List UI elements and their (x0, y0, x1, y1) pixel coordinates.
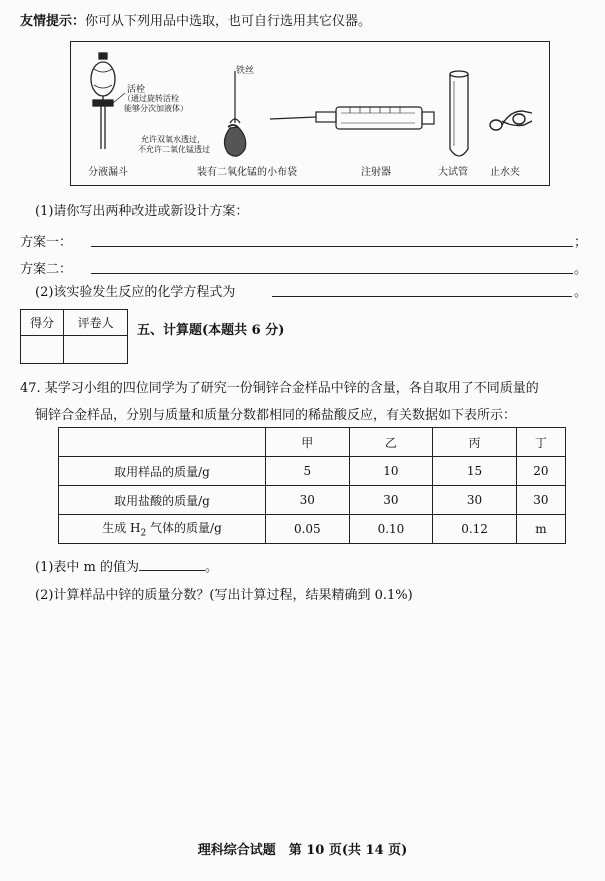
funnel-caption: 分液漏斗 (88, 167, 128, 178)
grader-header: 评卷人 (64, 310, 128, 336)
plan2-answer-line[interactable] (91, 273, 573, 274)
score-box (20, 309, 128, 364)
tube-caption: 大试管 (438, 167, 468, 178)
table-cell: 0.10 (349, 515, 433, 544)
grader-cell[interactable] (64, 336, 128, 364)
stopcock-note-2: 能够分次加液体） (124, 104, 188, 113)
tip-label: 友情提示： (20, 14, 86, 29)
score-cell[interactable] (21, 336, 64, 364)
table-row (59, 486, 566, 515)
section-title: 五、计算题(本题共 6 分) (137, 323, 285, 338)
row-label-post: 气体的质量/g (146, 521, 222, 536)
q47-line-2: 铜锌合金样品，分别与质量和质量分数都相同的稀盐酸反应，有关数据如下表所示： (35, 408, 517, 423)
q47-sub2: (2)计算样品中锌的质量分数？(写出计算过程，结果精确到 0.1%) (35, 588, 413, 603)
q2-prompt: (2)该实验发生反应的化学方程式为 (35, 285, 236, 300)
table-header-cell: 乙 (349, 428, 433, 457)
table-cell: 15 (433, 457, 517, 486)
table-cell: 30 (433, 486, 517, 515)
table-cell: 10 (349, 457, 433, 486)
table-cell: 30 (516, 486, 565, 515)
page-footer: 理科综合试题 第 10 页(共 14 页) (197, 843, 408, 858)
row-label-pre: 生成 H (102, 521, 141, 536)
plan1-end: ； (574, 235, 588, 250)
table-cell: 5 (266, 457, 350, 486)
table-cell: 20 (516, 457, 565, 486)
clamp-caption: 止水夹 (490, 167, 520, 178)
table-row (59, 515, 566, 544)
q47-sub1 (35, 556, 218, 575)
table-cell: 0.12 (433, 515, 517, 544)
table-header-cell: 丙 (433, 428, 517, 457)
cloth-bag-drawing (224, 71, 245, 156)
wire-label: 铁丝 (236, 66, 255, 76)
table-header-cell: 甲 (266, 428, 350, 457)
clamp-drawing (490, 111, 532, 130)
equation-answer-line[interactable] (272, 296, 572, 297)
bag-note-1: 允许双氧水透过， (141, 135, 205, 144)
separatory-funnel-drawing (91, 53, 125, 149)
q2-end: 。 (574, 285, 588, 300)
data-table (58, 427, 566, 544)
tip-line (20, 10, 371, 29)
table-cell: 30 (349, 486, 433, 515)
table-cell: 30 (266, 486, 350, 515)
bag-caption: 装有二氧化锰的小布袋 (197, 167, 297, 178)
table-header-row (59, 428, 566, 457)
plan1-label: 方案一： (20, 235, 73, 250)
m-answer-line[interactable] (139, 558, 205, 571)
stopcock-label: 活栓 (127, 85, 146, 95)
q47-sub1-prompt: (1)表中 m 的值为 (35, 560, 140, 575)
table-header-cell (59, 428, 266, 457)
q47-line-1: 47. 某学习小组的四位同学为了研究一份铜锌合金样品中锌的含量，各自取用了不同质量的 (20, 381, 539, 396)
row-label: 取用盐酸的质量/g (59, 486, 266, 515)
syringe-drawing (270, 107, 434, 129)
plan1-answer-line[interactable] (91, 246, 573, 247)
plan2-end: 。 (574, 262, 588, 277)
plan2-label: 方案二： (20, 262, 73, 277)
table-cell: m (516, 515, 565, 544)
row-label-sub: 2 (140, 528, 147, 539)
test-tube-drawing (450, 71, 468, 156)
tip-text: 你可从下列用品中选取，也可自行选用其它仪器。 (85, 14, 372, 29)
table-cell: 0.05 (266, 515, 350, 544)
syringe-caption: 注射器 (361, 167, 391, 178)
score-header: 得分 (21, 310, 64, 336)
table-row (59, 457, 566, 486)
stopcock-note-1: （通过旋转活栓 (123, 94, 179, 103)
bag-note-2: 不允许二氧化锰透过 (138, 145, 210, 154)
row-label (59, 515, 266, 544)
row-label: 取用样品的质量/g (59, 457, 266, 486)
q47-sub1-end: 。 (205, 560, 219, 575)
table-header-cell: 丁 (516, 428, 565, 457)
q1-prompt: (1)请你写出两种改进或新设计方案： (35, 204, 249, 219)
